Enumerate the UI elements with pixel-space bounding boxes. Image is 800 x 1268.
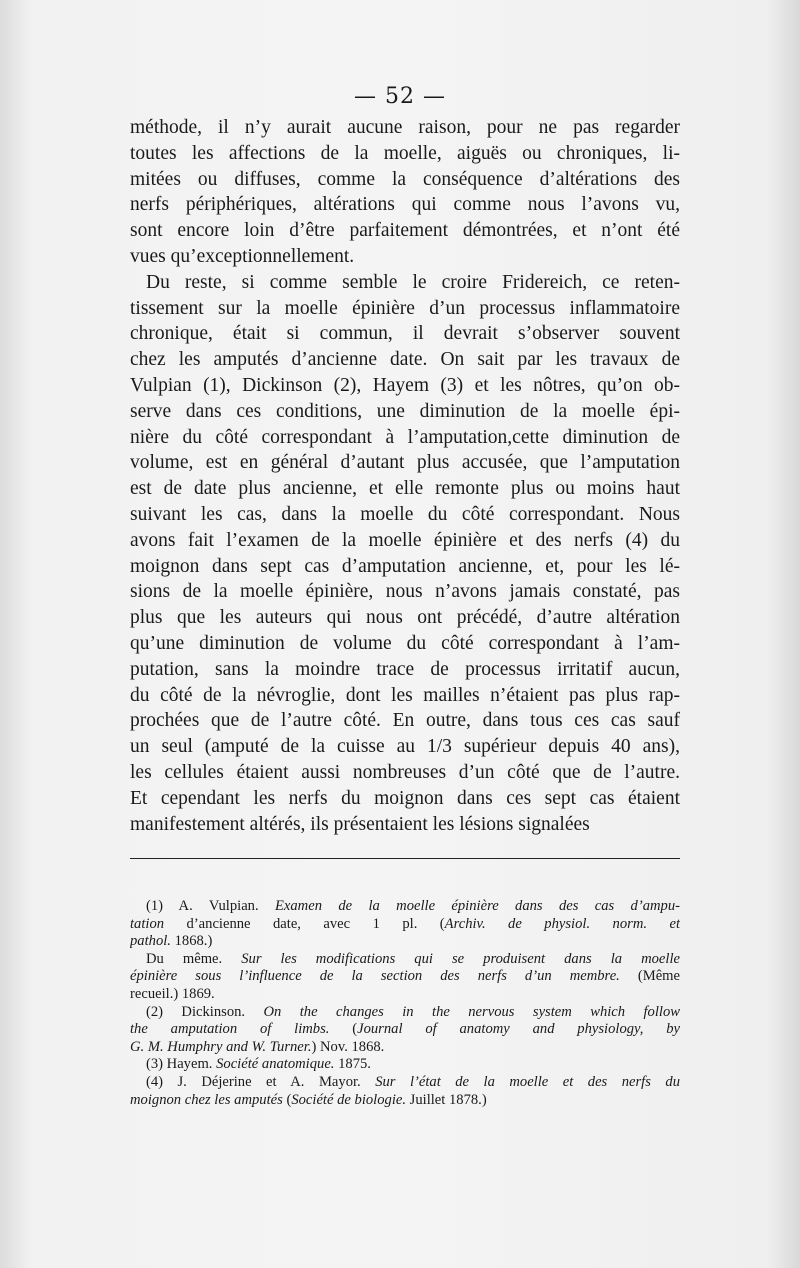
footnote-text: 1875.: [334, 1056, 371, 1073]
body-line: manifestement altérés, ils présentaient les lésions signalées: [130, 813, 590, 835]
footnote: [130, 1074, 680, 1109]
footnote-italic-text: G. M. Humphry and W. Turner.: [130, 1038, 312, 1055]
footnote-italic-text: Société anatomique.: [216, 1056, 335, 1073]
footnote: [130, 898, 680, 951]
body-line: Et cependant les nerfs du moignon dans ces sept cas étaient: [130, 787, 680, 809]
footnote: [130, 1004, 680, 1057]
footnote-text: d’ancienne date, avec 1 pl. (: [164, 915, 445, 932]
footnote-text: Du même.: [146, 950, 242, 967]
footnote-text: (4) J. Déjerine et A. Mayor.: [146, 1073, 376, 1090]
footnote-italic-text: Société de biologie.: [291, 1091, 407, 1108]
footnote-italic-text: Journal of anatomy and physiology, by: [357, 1021, 680, 1038]
footnote-line: [130, 916, 680, 934]
footnote-text: recueil.) 1869.: [130, 985, 215, 1002]
body-line: nière du côté correspondant à l’amputation,cette diminution de: [130, 426, 680, 448]
footnote-line: [130, 1092, 680, 1110]
footnote-divider: [130, 858, 680, 859]
footnote-italic-text: Archiv. de physiol. norm. et: [444, 915, 680, 932]
footnote-text: (: [329, 1021, 358, 1038]
footnote-line: [130, 1004, 680, 1022]
footnotes: [130, 898, 680, 1109]
body-text: [130, 115, 680, 837]
body-line: Du reste, si comme semble le croire Fridereich, ce reten-: [146, 271, 680, 293]
body-line: volume, est en général d’autant plus accusée, que l’amputation: [130, 452, 680, 474]
body-line: sions de la moelle épinière, nous n’avons jamais constaté, pas: [130, 581, 680, 603]
body-line: mitées ou diffuses, comme la conséquence d’altérations des: [130, 168, 680, 190]
footnote-line: [130, 933, 680, 951]
body-line: nerfs périphériques, altérations qui comme nous l’avons vu,: [130, 194, 680, 216]
body-line: est de date plus ancienne, et elle remonte plus ou moins haut: [130, 478, 680, 500]
footnote-text: (2) Dickinson.: [146, 1003, 264, 1020]
page-number: — 52 —: [354, 84, 446, 109]
body-line: du côté de la névroglie, dont les mailles n’étaient pas plus rap-: [130, 684, 680, 706]
footnote-italic-text: pathol.: [130, 933, 171, 950]
body-line: les cellules étaient aussi nombreuses d’un côté que de l’autre.: [130, 761, 680, 783]
footnote-italic-text: On the changes in the nervous system which follow: [263, 1003, 680, 1020]
body-line: vues qu’exceptionnellement.: [130, 245, 355, 267]
footnote-italic-text: épinière sous l’influence de la section des nerfs d’un membre.: [130, 968, 620, 985]
footnote-line: [130, 1056, 680, 1074]
body-line: toutes les affections de la moelle, aiguës ou chroniques, li-: [130, 142, 680, 164]
footnote-italic-text: moignon chez les amputés: [130, 1091, 283, 1108]
footnote-text: Juillet 1878.): [406, 1091, 487, 1108]
footnote-line: [130, 951, 680, 969]
footnote-italic-text: tation: [130, 915, 165, 932]
body-line: moignon dans sept cas d’amputation ancienne, et, pour les lé-: [130, 555, 680, 577]
body-line: serve dans ces conditions, une diminution de la moelle épi-: [130, 400, 680, 422]
footnote-line: [130, 1074, 680, 1092]
body-line: Vulpian (1), Dickinson (2), Hayem (3) et les nôtres, qu’on ob-: [130, 374, 680, 396]
footnote-text: (Même: [619, 968, 680, 985]
footnote-text: 1868.): [170, 933, 213, 950]
footnote-text: (1) A. Vulpian.: [146, 898, 275, 914]
footnote-line: [130, 898, 680, 916]
body-line: qu’une diminution de volume du côté correspondant à l’am-: [130, 632, 680, 654]
body-line: avons fait l’examen de la moelle épinière et des nerfs (4) du: [130, 529, 680, 551]
footnote: [130, 951, 680, 1004]
footnote-line: [130, 986, 680, 1004]
footnote-italic-text: Examen de la moelle épinière dans des cas d’ampu-: [274, 898, 680, 914]
body-line: prochées que de l’autre côté. En outre, dans tous ces cas sauf: [130, 710, 680, 732]
footnote-text: ) Nov. 1868.: [311, 1038, 385, 1055]
footnote: [130, 1056, 680, 1074]
body-line: sont encore loin d’être parfaitement démontrées, et n’ont été: [130, 220, 680, 242]
body-line: putation, sans la moindre trace de processus irritatif aucun,: [130, 658, 680, 680]
footnote-italic-text: Sur l’état de la moelle et des nerfs du: [375, 1073, 680, 1090]
footnote-italic-text: Sur les modifications qui se produisent dans la moelle: [241, 950, 680, 967]
body-line: un seul (amputé de la cuisse au 1/3 supérieur depuis 40 ans),: [130, 736, 680, 758]
body-line: plus que les auteurs qui nous ont précédé, d’autre altération: [130, 607, 680, 629]
footnote-line: [130, 1039, 680, 1057]
body-line: chronique, était si commun, il devrait s’observer souvent: [130, 323, 680, 345]
footnote-line: [130, 968, 680, 986]
body-line: méthode, il n’y aurait aucune raison, pour ne pas regarder: [130, 117, 680, 138]
body-line: tissement sur la moelle épinière d’un processus inflammatoire: [130, 297, 680, 319]
body-line: suivant les cas, dans la moelle du côté correspondant. Nous: [130, 503, 680, 525]
footnote-text: (3) Hayem.: [146, 1056, 217, 1073]
footnote-text: (: [282, 1091, 292, 1108]
body-line: chez les amputés d’ancienne date. On sait par les travaux de: [130, 349, 680, 371]
footnote-italic-text: the amputation of limbs.: [130, 1021, 330, 1038]
footnote-line: [130, 1021, 680, 1039]
